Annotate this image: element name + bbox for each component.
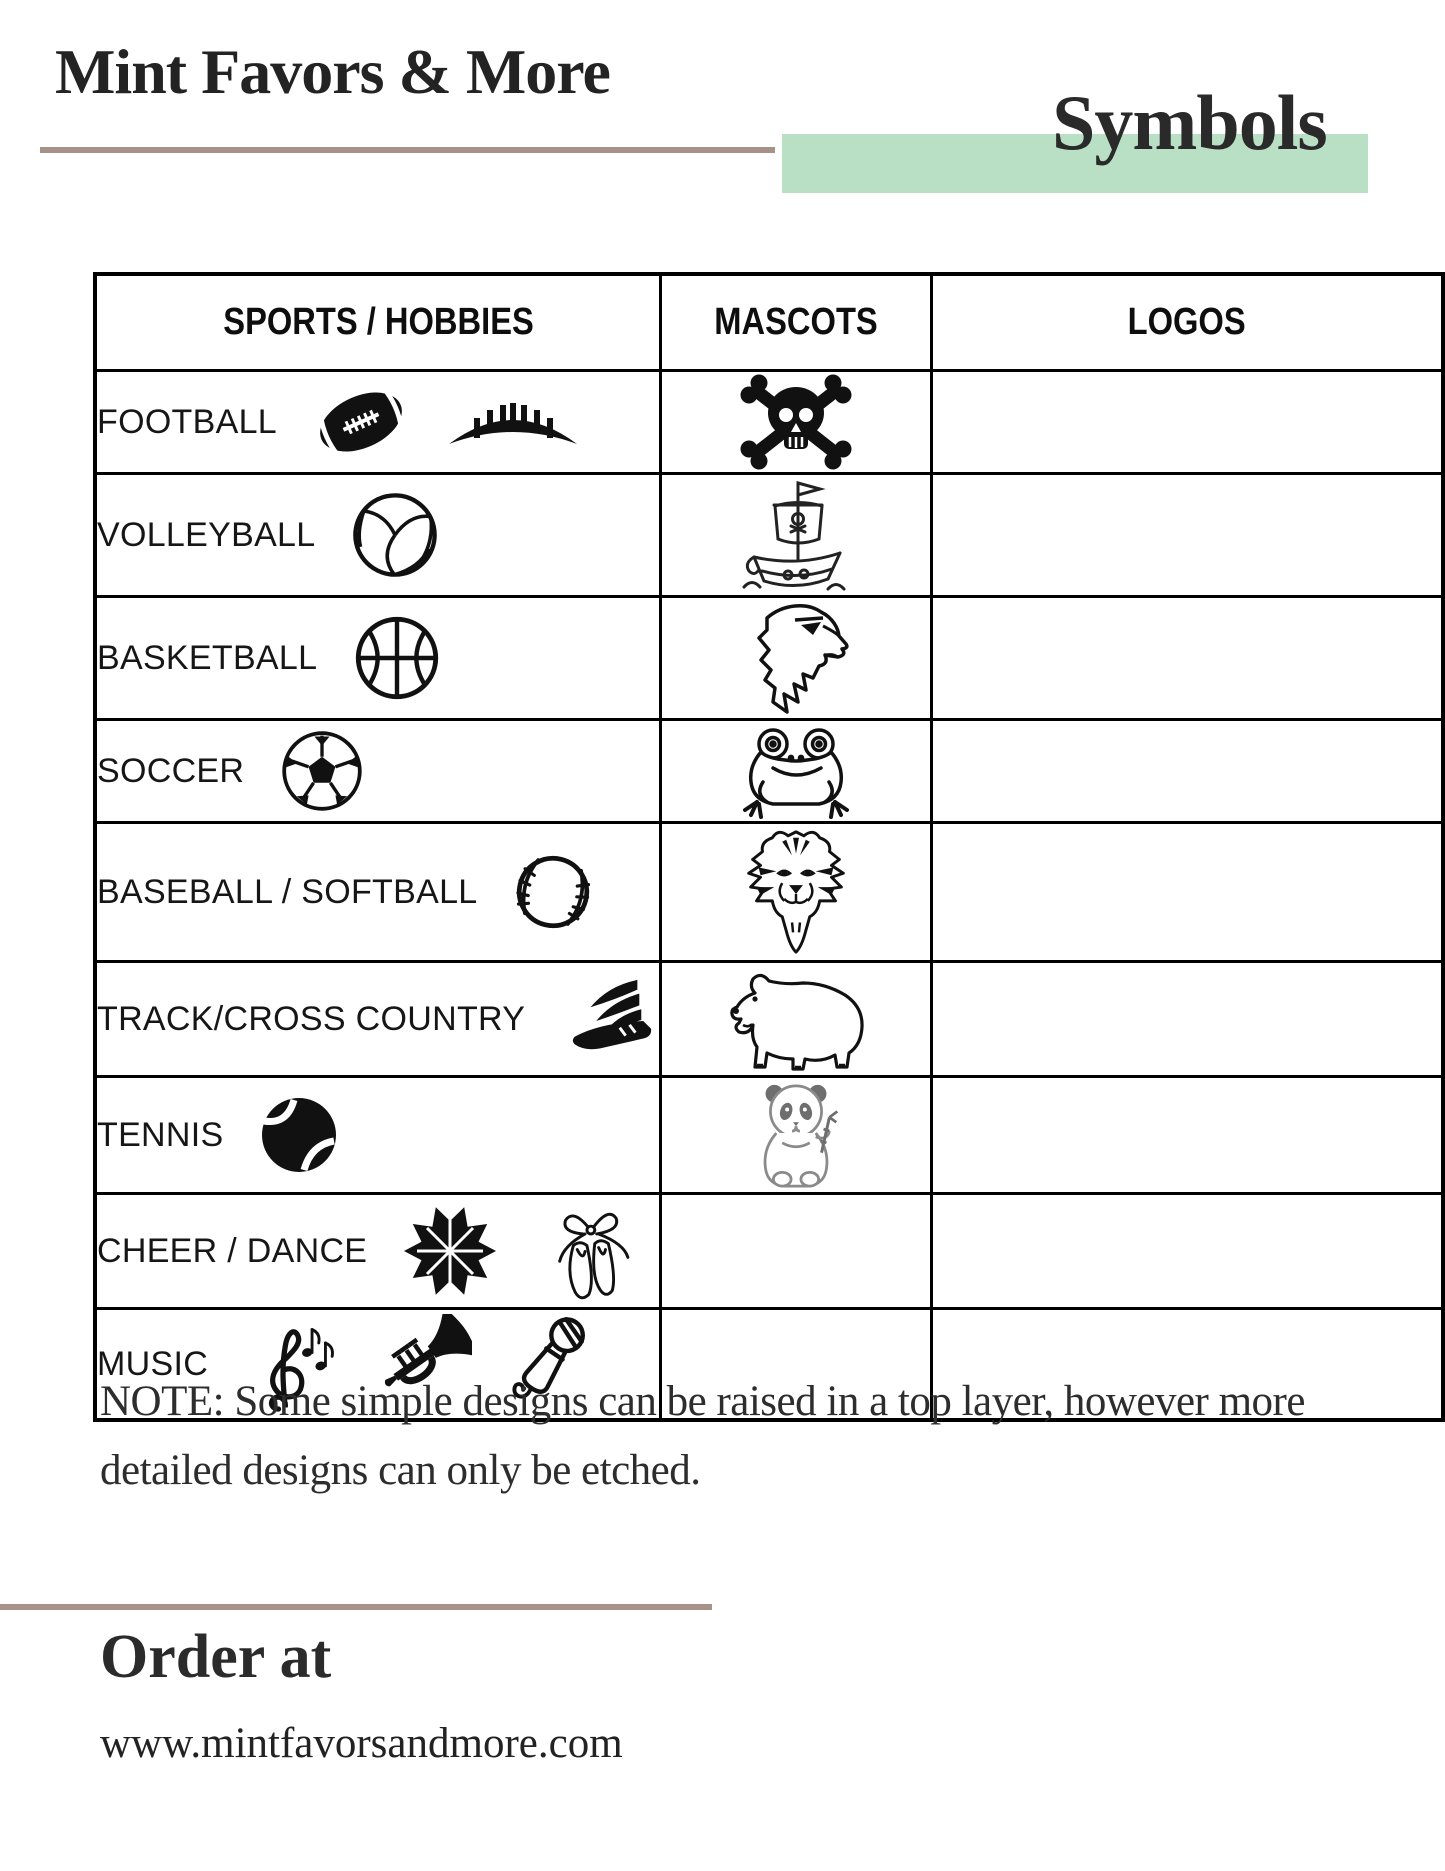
soccer-ball-icon	[280, 729, 364, 813]
table-row	[95, 1077, 1443, 1194]
row-label: FOOTBALL	[97, 402, 278, 441]
skull-and-crossbones-icon	[732, 373, 860, 471]
mascot-cell	[661, 962, 932, 1077]
row-label: CHEER / DANCE	[97, 1231, 368, 1270]
table-row	[95, 474, 1443, 597]
row-label: TRACK/CROSS COUNTRY	[97, 999, 526, 1038]
tennis-ball-icon	[259, 1095, 339, 1175]
sport-cell	[95, 1194, 661, 1309]
column-header-sports: SPORTS / HOBBIES	[95, 274, 661, 371]
mascot-cell	[661, 1077, 932, 1194]
table-row	[95, 823, 1443, 962]
table-header-row	[95, 274, 1443, 371]
brand-title: Mint Favors & More	[55, 36, 610, 107]
column-header-logos: LOGOS	[932, 274, 1443, 371]
football-laces-icon	[445, 394, 581, 450]
mascot-cell	[661, 597, 932, 720]
sport-cell	[95, 371, 661, 474]
footer-rule	[0, 1604, 712, 1610]
eagle-head-icon	[743, 598, 849, 718]
pom-pom-icon	[403, 1204, 497, 1298]
table-row	[95, 1194, 1443, 1309]
note-text: NOTE: Some simple designs can be raised in a top layer, however more detailed designs can only be etched.	[100, 1378, 1305, 1494]
logo-cell	[932, 1194, 1443, 1309]
tiger-head-icon	[746, 824, 846, 960]
logo-cell	[932, 597, 1443, 720]
symbols-table	[93, 272, 1445, 1422]
row-label: SOCCER	[97, 751, 245, 790]
panda-icon	[750, 1078, 842, 1192]
row-label: TENNIS	[97, 1115, 224, 1154]
page-title: Symbols	[1052, 79, 1327, 166]
bear-icon	[725, 963, 867, 1075]
table-row	[95, 597, 1443, 720]
brand-rule	[40, 147, 775, 153]
footer-heading: Order at	[100, 1623, 332, 1691]
row-label: BASKETBALL	[97, 638, 318, 677]
mascot-cell	[661, 371, 932, 474]
logo-cell	[932, 371, 1443, 474]
sport-cell	[95, 823, 661, 962]
mascot-cell	[661, 474, 932, 597]
pirate-ship-icon	[738, 475, 854, 595]
baseball-icon	[514, 853, 592, 931]
table-row	[95, 371, 1443, 474]
table-row	[95, 962, 1443, 1077]
sport-cell	[95, 474, 661, 597]
volleyball-icon	[351, 491, 439, 579]
row-label: BASEBALL / SOFTBALL	[97, 872, 478, 911]
sport-cell	[95, 597, 661, 720]
column-header-mascots: MASCOTS	[661, 274, 932, 371]
logo-cell	[932, 720, 1443, 823]
mascot-cell	[661, 720, 932, 823]
mascot-cell	[661, 1194, 932, 1309]
mascot-cell	[661, 823, 932, 962]
frog-icon	[737, 722, 855, 820]
basketball-icon	[353, 614, 441, 702]
sport-cell	[95, 962, 661, 1077]
row-label: MUSIC	[97, 1344, 209, 1383]
logo-cell	[932, 823, 1443, 962]
sport-cell	[95, 720, 661, 823]
ballet-shoes-icon	[533, 1195, 638, 1307]
row-label: VOLLEYBALL	[97, 515, 316, 554]
winged-track-shoe-icon	[561, 976, 659, 1062]
table-row	[95, 720, 1443, 823]
sport-cell	[95, 1077, 661, 1194]
football-icon	[313, 385, 409, 459]
logo-cell	[932, 474, 1443, 597]
footer-url: www.mintfavorsandmore.com	[100, 1720, 623, 1767]
logo-cell	[932, 1077, 1443, 1194]
logo-cell	[932, 962, 1443, 1077]
